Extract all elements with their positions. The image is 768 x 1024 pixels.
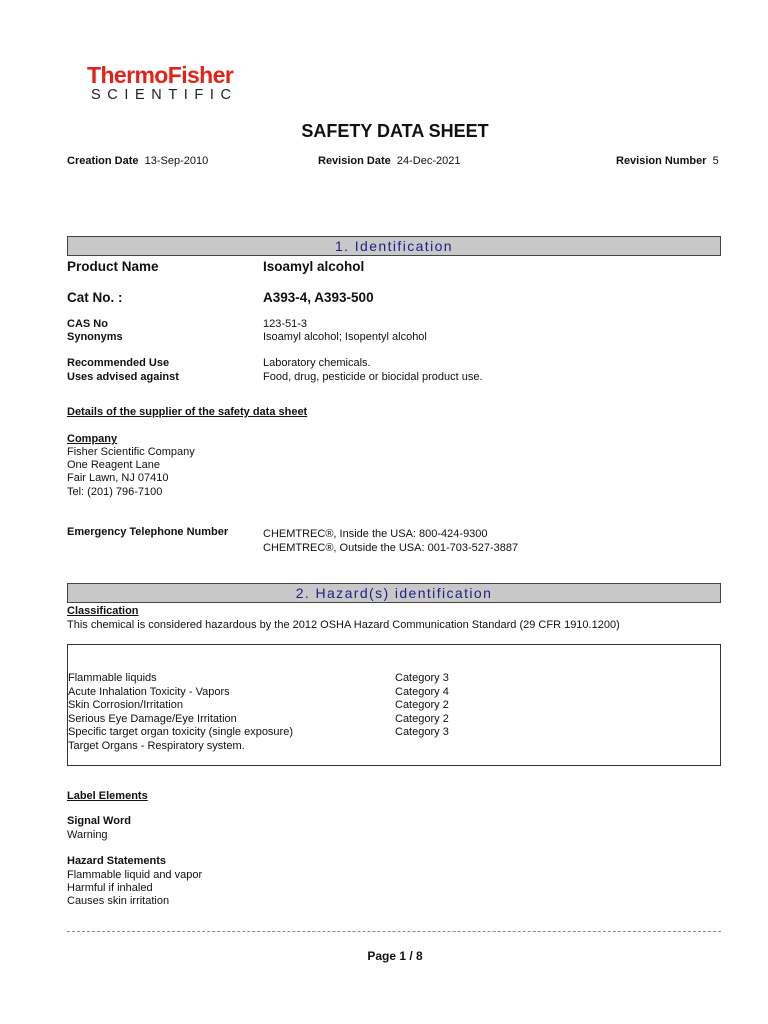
product-name-label: Product Name: [67, 259, 159, 274]
company-address-line: Tel: (201) 796-7100: [67, 486, 163, 498]
cat-no-label: Cat No. :: [67, 290, 123, 305]
footer-divider: [67, 931, 721, 932]
recommended-use-label: Recommended Use: [67, 357, 170, 369]
revision-number: [616, 155, 719, 168]
cas-no-label: CAS No: [67, 318, 108, 330]
hazard-category: Category 3: [395, 672, 449, 684]
hazard-name: Skin Corrosion/Irritation: [68, 699, 183, 711]
hazard-category: Category 4: [395, 686, 449, 698]
target-organs: Target Organs - Respiratory system.: [68, 740, 245, 752]
classification-label: Classification: [67, 605, 139, 617]
company-label: Company: [67, 433, 118, 445]
signal-word-value: Warning: [67, 829, 108, 841]
creation-date-value: 13-Sep-2010: [144, 155, 209, 167]
document-title: SAFETY DATA SHEET: [301, 121, 489, 141]
cat-no-value: A393-4, A393-500: [263, 290, 374, 305]
synonyms-label: Synonyms: [67, 331, 123, 343]
hazard-statement: Causes skin irritation: [67, 895, 170, 907]
company-address-line: Fair Lawn, NJ 07410: [67, 472, 169, 484]
hazard-statements-label: Hazard Statements: [67, 855, 167, 867]
hazard-statement: Flammable liquid and vapor: [67, 869, 203, 881]
company-address-line: One Reagent Lane: [67, 459, 160, 471]
hazard-name: Specific target organ toxicity (single exposure): [68, 726, 293, 738]
section-identification-heading: 1. Identification: [67, 236, 721, 256]
supplier-details-heading: Details of the supplier of the safety data sheet: [67, 406, 308, 418]
emergency-phone-line: CHEMTREC®, Outside the USA: 001-703-527-3887: [263, 542, 519, 554]
hazard-name: Serious Eye Damage/Eye Irritation: [68, 713, 237, 725]
recommended-use-value: Laboratory chemicals.: [263, 357, 371, 369]
creation-date-label: Creation Date: [67, 155, 139, 167]
emergency-phone-line: CHEMTREC®, Inside the USA: 800-424-9300: [263, 528, 488, 540]
hazard-name: Flammable liquids: [68, 672, 157, 684]
company-logo-subtitle: SCIENTIFIC: [91, 87, 238, 103]
revision-number-value: 5: [712, 155, 719, 167]
synonyms-value: Isoamyl alcohol; Isopentyl alcohol: [263, 331, 427, 343]
creation-date: [67, 155, 208, 168]
hazard-name: Acute Inhalation Toxicity - Vapors: [68, 686, 230, 698]
product-name-value: Isoamyl alcohol: [263, 259, 365, 274]
uses-advised-against-label: Uses advised against: [67, 371, 179, 383]
hazard-category: Category 2: [395, 713, 449, 725]
hazard-statement: Harmful if inhaled: [67, 882, 153, 894]
hazard-category: Category 3: [395, 726, 449, 738]
hazard-category: Category 2: [395, 699, 449, 711]
revision-date: [318, 155, 460, 168]
emergency-phone-label: Emergency Telephone Number: [67, 526, 229, 538]
company-address-line: Fisher Scientific Company: [67, 446, 195, 458]
page-number: Page 1 / 8: [367, 949, 423, 963]
revision-date-label: Revision Date: [318, 155, 391, 167]
revision-date-value: 24-Dec-2021: [396, 155, 461, 167]
signal-word-label: Signal Word: [67, 815, 131, 827]
cas-no-value: 123-51-3: [263, 318, 308, 330]
uses-advised-against-value: Food, drug, pesticide or biocidal product use.: [263, 371, 483, 383]
company-logo-brand: ThermoFisher: [87, 62, 234, 88]
classification-text: This chemical is considered hazardous by the 2012 OSHA Hazard Communication Standard (29 CFR 1910.1200): [67, 619, 620, 631]
section-hazard-identification-heading: 2. Hazard(s) identification: [67, 583, 721, 603]
label-elements-heading: Label Elements: [67, 790, 148, 802]
revision-number-label: Revision Number: [616, 155, 707, 167]
